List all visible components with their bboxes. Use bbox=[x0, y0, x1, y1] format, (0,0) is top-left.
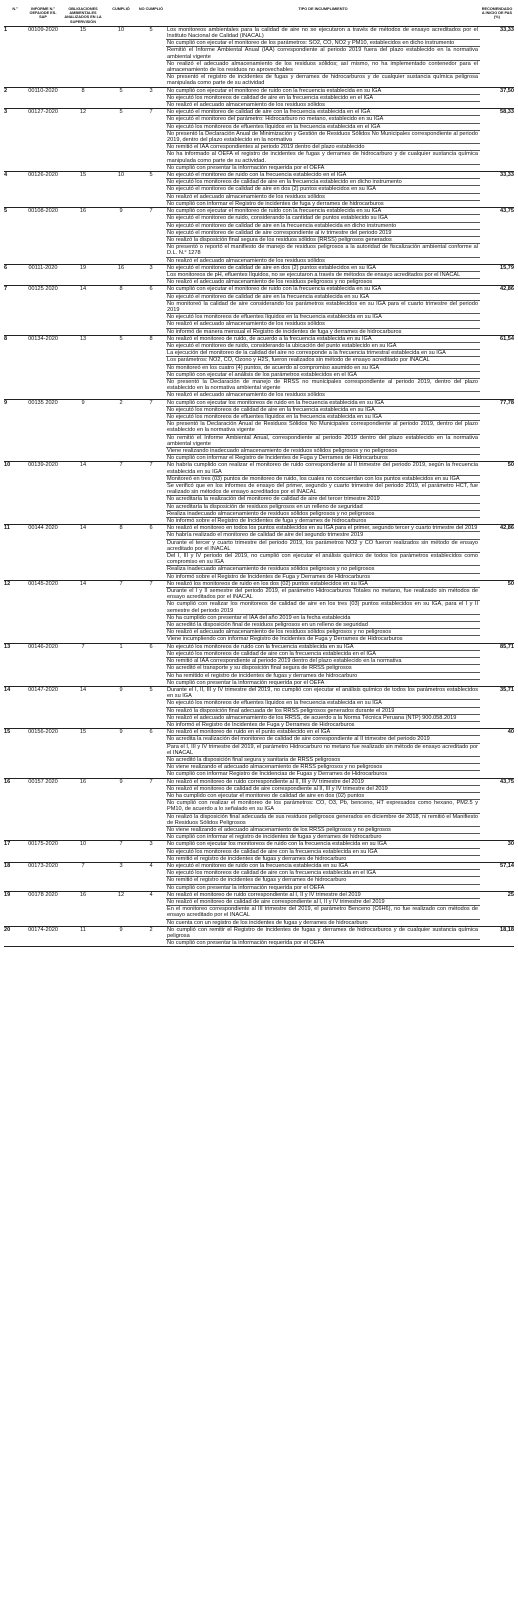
incumplimiento-item: No cumplió con presentar la información requerida por el OEFA bbox=[167, 940, 325, 947]
porcentaje-value: 57,14 bbox=[480, 862, 514, 891]
obligaciones-count: 13 bbox=[60, 335, 106, 399]
no-cumplio-count: 4 bbox=[136, 862, 166, 891]
incumplimiento-item: No acreditaría la realización del monitoreo de calidad de aire del tercer trimestre 2019 bbox=[166, 496, 480, 503]
obligaciones-count: 15 bbox=[60, 729, 106, 778]
no-cumplio-count: 8 bbox=[136, 335, 166, 399]
incumplimiento-item: No realizó el adecuado almacenamiento de los residuos sólidos bbox=[166, 321, 480, 328]
porcentaje-value: 40 bbox=[480, 729, 514, 778]
tipo-incumplimiento-cell bbox=[166, 778, 480, 841]
incumplimiento-item: No cumplió con ejecutar el monitoreo de ruido con la frecuencia establecida en su IGA bbox=[166, 88, 480, 95]
table-row bbox=[4, 778, 514, 841]
incumplimiento-item: No realizó el monitoreo de calidad de aire correspondiente al I, II y IV trimestre del 2019 bbox=[166, 899, 480, 906]
cumplio-count: 2 bbox=[106, 399, 136, 462]
incumplimiento-item: No ha remitido el registro de incidentes de fugas y derrames de hidrocarburo bbox=[166, 673, 480, 680]
incumplimiento-item: Para el I, III y IV trimestre del 2019, el parámetro Hidrocarburo no metano fue realizado sin método de ensayo acreditado por el INACAL bbox=[167, 743, 478, 756]
incumplimiento-item: No ejecutó los monitoreos de efluentes líquidos en la frecuencia establecida en el IGA bbox=[166, 124, 480, 131]
cumplio-count: 16 bbox=[106, 264, 136, 286]
obligaciones-count: 15 bbox=[60, 172, 106, 208]
tipo-incumplimiento-cell bbox=[166, 264, 480, 286]
incumplimiento-item: No ejecutó el monitoreo de ruido, considerando la ubicación del punto establecido en su IGA bbox=[166, 343, 480, 350]
informe-number: 00127-2020 bbox=[26, 109, 60, 172]
cumplio-count: 8 bbox=[106, 525, 136, 581]
obligaciones-count: 14 bbox=[60, 286, 106, 335]
informe-number: 00144 2020 bbox=[26, 525, 60, 581]
incumplimiento-item: No realizó el adecuado almacenamiento de los residuos sólidos bbox=[167, 257, 325, 264]
obligaciones-count: 7 bbox=[60, 862, 106, 891]
tipo-incumplimiento-cell bbox=[166, 172, 480, 208]
header-obligaciones: OBLIGACIONES AMBIENTALES ANALIZADOS EN LA SUPERVISIÓN bbox=[60, 6, 106, 26]
no-cumplio-count: 3 bbox=[136, 87, 166, 109]
incumplimiento-item: No remitió el registro de incidentes de fugas y derrames de hidrocarburo bbox=[167, 855, 347, 862]
table-body bbox=[4, 26, 514, 947]
informe-number: 00126-2020 bbox=[26, 172, 60, 208]
incumplimiento-item: No cumplió con remitir el Registro de incidentes de fugas y derrames de hidrocarburos y de cualquier sustancia química peligrosa bbox=[167, 926, 478, 940]
row-number: 8 bbox=[4, 335, 26, 399]
porcentaje-value: 15,79 bbox=[480, 264, 514, 286]
header-porcentaje: RECOMENDADO A INICIO DE PAS (%) bbox=[480, 6, 514, 26]
incumplimiento-item: Los monitoreos de pH, efluentes líquidos, no se ejecutaron a través de métodos de ensayo acreditados por el INACAL bbox=[166, 272, 480, 279]
incumplimiento-item: Viene incumpliendo con informar Registro de Incidentes de Fuga y Derrames de Hidrocarburos bbox=[167, 636, 403, 643]
row-number: 13 bbox=[4, 643, 26, 686]
incumplimiento-item: No acreditaría la disposición de residuos peligrosos en un relleno de seguridad bbox=[166, 504, 480, 511]
row-number: 15 bbox=[4, 729, 26, 778]
informe-number: 00135 2020 bbox=[26, 399, 60, 462]
incumplimiento-item: La ejecución del monitoreo de la calidad del aire no corresponde a la frecuencia trimestral establecida en su IGA bbox=[166, 350, 480, 357]
no-cumplio-count: 7 bbox=[136, 462, 166, 525]
tipo-incumplimiento-cell bbox=[166, 525, 480, 581]
tipo-incumplimiento-cell bbox=[166, 729, 480, 778]
tipo-incumplimiento-cell bbox=[166, 643, 480, 686]
incumplimiento-item: No remitió el registro de incidentes de fugas y derrames de hidrocarburo bbox=[166, 877, 480, 884]
table-row bbox=[4, 862, 514, 891]
informe-number: 00145-2020 bbox=[26, 580, 60, 643]
no-cumplio-count: 7 bbox=[136, 580, 166, 643]
incumplimiento-item: No realizó el adecuado almacenamiento de los residuos peligrosos y no peligrosos bbox=[167, 279, 373, 286]
cumplio-count: 5 bbox=[106, 335, 136, 399]
incumplimiento-item: No remitió al IAA correspondiente al periodo 2019 dentro del plazo establecido en la normativa bbox=[166, 658, 480, 665]
row-number: 14 bbox=[4, 686, 26, 728]
no-cumplio-count: 6 bbox=[136, 525, 166, 581]
porcentaje-value: 43,75 bbox=[480, 778, 514, 841]
tipo-incumplimiento-cell bbox=[166, 862, 480, 891]
incumplimiento-item: No viene realizando el adecuado almacenamiento de RRSS peligrosos y no peligrosos bbox=[166, 764, 480, 771]
obligaciones-count: 7 bbox=[60, 643, 106, 686]
incumplimiento-item: No cumplió con presentar la información requerida por el OEFA bbox=[167, 884, 325, 891]
incumplimiento-item: No ejecutó el monitoreo de calidad de aire en dos (2) puntos establecidos en su IGA bbox=[166, 186, 480, 193]
incumplimiento-item: No ha cumplido con presentar el IAA del año 2019 en la fecha establecida bbox=[166, 615, 480, 622]
incumplimiento-item: No realizó el monitoreo de ruido en el punto establecido en el IGA bbox=[166, 729, 480, 736]
incumplimiento-item: No ejecutó los monitoreos de calidad de aire con la frecuencia establecida en su IGA bbox=[166, 849, 480, 856]
table-row bbox=[4, 525, 514, 581]
incumplimiento-item: No informó sobre el Registro de Incidentes de Fuga y Derrames de Hidrocarburos bbox=[167, 573, 371, 580]
tipo-incumplimiento-cell bbox=[166, 926, 480, 947]
incumplimiento-item: No cumplió con ejecutar los monitoreos de ruido con la frecuencia establecida en su IGA bbox=[166, 841, 480, 848]
cumplio-count: 10 bbox=[106, 172, 136, 208]
incumplimiento-item: No realizó los monitoreos de ruido en los dos (02) puntos establecidos en su IGA bbox=[166, 581, 480, 588]
incumplimiento-item: No cumplió con ejecutar el monitoreo de ruido con la frecuencia establecida en su IGA bbox=[166, 208, 480, 215]
cumplio-count: 9 bbox=[106, 729, 136, 778]
tipo-incumplimiento-cell bbox=[166, 26, 480, 87]
cumplio-count: 12 bbox=[106, 891, 136, 926]
incumplimiento-item: No ejecutó los monitoreos de efluentes líquidos en la frecuencia establecida en su IGA bbox=[166, 414, 480, 421]
incumplimiento-item: Los monitoreos ambientales para la calidad de aire no se ejecutaron a través de métodos de ensayo acreditados por el Instituto Nacional de Calidad (INACAL) bbox=[167, 26, 478, 40]
table-row bbox=[4, 335, 514, 399]
informe-number: 00134-2020 bbox=[26, 335, 60, 399]
incumplimiento-item: No ejecutó los monitoreos de ruido con la frecuencia establecida en su IGA bbox=[166, 644, 480, 651]
incumplimiento-item: No cuenta con un registro de los incidentes de fugas y derrames de hidrocarburo bbox=[167, 919, 368, 926]
incumplimiento-item: No ejecutó el monitoreo del parámetro: Hidrocarburo no metano, establecido en su IGA bbox=[166, 116, 480, 123]
tipo-incumplimiento-cell bbox=[166, 87, 480, 109]
porcentaje-value: 33,33 bbox=[480, 172, 514, 208]
incumplimiento-item: Durante el I y II semestre del periodo 2019, el parámetro Hidrocarburos Totales no metano, fue realizado sin métodos de ensayo acreditados por el INACAL bbox=[167, 588, 478, 601]
incumplimiento-item: Los parámetros: NO2, CO, Ozono y H2S, fueron realizados sin método de ensayo acreditado por INACAL bbox=[166, 357, 480, 364]
incumplimiento-item: No realizó el monitoreo de ruido correspondiente al II, III y IV trimestre del 2019 bbox=[166, 779, 480, 786]
porcentaje-value: 18,18 bbox=[480, 926, 514, 947]
incumplimiento-item: No realizó el monitoreo de calidad de aire correspondiente al II, III y IV trimestre del 2019 bbox=[166, 786, 480, 793]
porcentaje-value: 30 bbox=[480, 841, 514, 863]
porcentaje-value: 77,78 bbox=[480, 399, 514, 462]
informe-number: 00178 2020 bbox=[26, 891, 60, 926]
incumplimiento-item: No habría cumplido con realizar el monitoreo de ruido correspondiente al II trimestre del periodo 2019, según la frecuencia establecida en su IGA bbox=[167, 462, 478, 475]
tipo-incumplimiento-cell bbox=[166, 286, 480, 335]
obligaciones-count: 14 bbox=[60, 462, 106, 525]
cumplio-count: 1 bbox=[106, 643, 136, 686]
tipo-incumplimiento-cell bbox=[166, 335, 480, 399]
incumplimiento-item: No ejecutó el monitoreo de ruido con la frecuencia establecida en su IGA bbox=[166, 863, 480, 870]
incumplimiento-item: No presentó el registro de incidentes de fugas y derrames de hidrocarburos y de cualquier sustancia química peligrosa manipulada como parte de su actividad bbox=[167, 74, 478, 87]
row-number: 10 bbox=[4, 462, 26, 525]
table-header bbox=[4, 6, 514, 26]
incumplimiento-item: No monitoreó en los cuatro (4) puntos, de acuerdo al compromiso asumido en su IGA bbox=[166, 365, 480, 372]
header-no-cumplio: NO CUMPLIÓ bbox=[136, 6, 166, 26]
table-row bbox=[4, 643, 514, 686]
row-number: 19 bbox=[4, 891, 26, 926]
cumplio-count: 5 bbox=[106, 109, 136, 172]
porcentaje-value: 35,71 bbox=[480, 686, 514, 728]
obligaciones-count: 16 bbox=[60, 891, 106, 926]
incumplimiento-item: No remitió el IAA correspondientes al periodo 2019 dentro del plazo establecido bbox=[166, 144, 480, 151]
incumplimiento-item: No presentó la Declaración de manejo de RRSS no municipales correspondiente al periodo 2019, dentro del plazo establecido en la normativa ambiental vigente bbox=[167, 378, 478, 392]
incumplimiento-item: No presentó la Declaración Anual de Residuos Sólidos No Municipales correspondiente al periodo 2019, dentro del plazo establecido en la normativa vigente bbox=[167, 421, 478, 434]
cumplio-count: 9 bbox=[106, 686, 136, 728]
incumplimiento-item: No cumplió con ejecutar el monitoreo de ruido con la frecuencia establecida en su IGA bbox=[166, 286, 480, 293]
porcentaje-value: 37,50 bbox=[480, 87, 514, 109]
row-number: 6 bbox=[4, 264, 26, 286]
incumplimiento-item: No cumplió con ejecutar el análisis de los parámetros establecidos en el IGA bbox=[166, 372, 480, 379]
incumplimiento-item: No realizó el adecuado almacenamiento de los residuos sólidos peligrosos y no peligrosos bbox=[166, 629, 480, 636]
porcentaje-value: 33,33 bbox=[480, 26, 514, 87]
informe-number: 00147-2020 bbox=[26, 686, 60, 728]
row-number: 17 bbox=[4, 841, 26, 863]
incumplimiento-item: No informó de manera mensual el Registro de incidentes de fuga y derrames de hidrocarburos bbox=[167, 328, 402, 335]
incumplimiento-item: No ejecutó los monitoreos de calidad de aire en la frecuencia establecido en el IGA bbox=[166, 95, 480, 102]
no-cumplio-count: 3 bbox=[136, 841, 166, 863]
no-cumplio-count: 3 bbox=[136, 264, 166, 286]
row-number: 20 bbox=[4, 926, 26, 947]
header-row bbox=[4, 6, 514, 26]
incumplimiento-item: Monitoreó en tres (03) puntos de monitoreo de ruido, los cuales no concuerdan con los puntos establecidos en su IGA bbox=[166, 476, 480, 483]
obligaciones-count: 12 bbox=[60, 109, 106, 172]
porcentaje-value: 42,86 bbox=[480, 286, 514, 335]
cumplio-count: 10 bbox=[106, 26, 136, 87]
obligaciones-count: 11 bbox=[60, 926, 106, 947]
cumplio-count: 9 bbox=[106, 926, 136, 947]
porcentaje-value: 42,86 bbox=[480, 525, 514, 581]
incumplimiento-item: No acredita la realización del monitoreo de calidad de aire correspondiente al II trimestre del periodo 2019 bbox=[166, 736, 480, 743]
incumplimiento-item: Del I, III y IV periodo del 2019, no cumplió con ejecutar el análisis químico de todos los parámetros establecidos como compromiso en su IGA bbox=[167, 553, 478, 566]
incumplimiento-item: No ejecutó el monitoreo de ruido, considerando la cantidad de puntos establecido su IGA bbox=[166, 215, 480, 222]
incumplimiento-item: En el monitoreo correspondiente al III trimestre del 2019, el parámetro Benceno (C6H6), no fue realizado con métodos de ensayo acreditado por el INACAL bbox=[167, 906, 478, 919]
row-number: 1 bbox=[4, 26, 26, 87]
informe-number: 00174-2020 bbox=[26, 926, 60, 947]
obligaciones-count: 8 bbox=[60, 87, 106, 109]
incumplimiento-item: No ejecutó los monitoreos de calidad de aire con la frecuencia establecida en el IGA bbox=[166, 870, 480, 877]
row-number: 2 bbox=[4, 87, 26, 109]
informe-number: 00175-2020 bbox=[26, 841, 60, 863]
cumplio-count: 3 bbox=[106, 862, 136, 891]
incumplimiento-item: No realizó el adecuado almacenamiento de los residuos sólidos; así mismo, no ha implementado contenedor para el almacenamiento de los residuos no aprovechables bbox=[167, 60, 478, 74]
informe-number: 00156-2020 bbox=[26, 729, 60, 778]
porcentaje-value: 58,33 bbox=[480, 109, 514, 172]
no-cumplio-count: 7 bbox=[136, 208, 166, 265]
table-row bbox=[4, 109, 514, 172]
obligaciones-count: 15 bbox=[60, 26, 106, 87]
incumplimiento-item: No cumplió con informar el Registro de Incidentes de Fuga y Derrames de Hidrocarburos bbox=[167, 455, 388, 462]
porcentaje-value: 85,71 bbox=[480, 643, 514, 686]
incumplimiento-item: No ejecutó el monitoreo de calidad de aire en dos (2) puntos establecidos en su IGA bbox=[166, 265, 480, 272]
no-cumplio-count: 5 bbox=[136, 172, 166, 208]
header-tipo-incumplimiento: TIPO DE INCUMPLIMIENTO bbox=[166, 6, 480, 26]
incumplimiento-item: No cumplió con ejecutar los monitoreos de ruido en la frecuencia establecida en su IGA bbox=[166, 400, 480, 407]
incumplimiento-item: No ejecutó los monitoreos de calidad de aire en la frecuencia establecido en dicho instrumento bbox=[166, 179, 480, 186]
table-row bbox=[4, 891, 514, 926]
obligaciones-count: 14 bbox=[60, 686, 106, 728]
incumplimiento-item: No cumplió con informar el Registro de incidentes de fuga y derrames de hidrocarburos bbox=[167, 200, 384, 207]
table-row bbox=[4, 580, 514, 643]
incumplimiento-item: No realizó la disposición final adecuada de los RRSS peligrosos generados durante el 2019 bbox=[166, 708, 480, 715]
obligaciones-count: 9 bbox=[60, 399, 106, 462]
porcentaje-value: 43,75 bbox=[480, 208, 514, 265]
porcentaje-value: 50 bbox=[480, 462, 514, 525]
cumplio-count: 7 bbox=[106, 462, 136, 525]
incumplimiento-item: Remitió el Informe Ambiental Anual (IAA) correspondiente al periodo 2019 fuera del plazo establecido en la normativa ambiental vigente bbox=[167, 47, 478, 60]
no-cumplio-count: 6 bbox=[136, 729, 166, 778]
incumplimiento-item: No realizó el adecuado almacenamiento de los RRSS, de acuerdo a la Norma Técnica Peruana (NTP) 900.058.2019 bbox=[166, 715, 480, 722]
incumplimiento-item: No habría realizado el monitoreo de calidad de aire del segundo trimestre 2019 bbox=[166, 532, 480, 539]
tipo-incumplimiento-cell bbox=[166, 208, 480, 265]
no-cumplio-count: 4 bbox=[136, 891, 166, 926]
row-number: 9 bbox=[4, 399, 26, 462]
incumplimiento-item: No realizó el adecuado almacenamiento de los residuos sólidos bbox=[167, 392, 325, 399]
incumplimiento-item: No realizó la disposición final segura de los residuos sólidos (RRSS) peligrosos generados bbox=[166, 237, 480, 244]
incumplimiento-item: No ejecutó el monitoreo de calidad de aire en la frecuencia establecida en dicho instrumento bbox=[166, 223, 480, 230]
table-row bbox=[4, 686, 514, 728]
incumplimiento-item: No cumplió con ejecutar el monitoreo de los parámetros: SO2, CO, NO2 y PM10, establecidos en dicho instrumento bbox=[166, 40, 480, 47]
incumplimiento-item: No cumplió con informar Registro de Incidencias de Fugas y Derrames de Hidrocarburos bbox=[167, 771, 388, 778]
header-cumplio: CUMPLIÓ bbox=[106, 6, 136, 26]
tipo-incumplimiento-cell bbox=[166, 580, 480, 643]
table-row bbox=[4, 399, 514, 462]
obligaciones-count: 16 bbox=[60, 208, 106, 265]
incumplimiento-item: No ejecutó los monitoreos de efluentes líquidos en la frecuencia establecida en su IGA bbox=[166, 314, 480, 321]
row-number: 7 bbox=[4, 286, 26, 335]
table-row bbox=[4, 26, 514, 87]
incumplimiento-item: No ha cumplido con ejecutar el monitoreo de calidad de aire en dos (02) puntos bbox=[166, 793, 480, 800]
cumplio-count: 5 bbox=[106, 87, 136, 109]
table-row bbox=[4, 172, 514, 208]
incumplimiento-item: No cumplió con presentar la información requerida por el OEFA bbox=[167, 679, 325, 686]
informe-number: 00110-2020 bbox=[26, 87, 60, 109]
incumplimiento-item: No ejecutó los monitoreos de calidad de aire con la frecuencia establecida en el IGA bbox=[166, 651, 480, 658]
table-row bbox=[4, 462, 514, 525]
tipo-incumplimiento-cell bbox=[166, 399, 480, 462]
row-number: 5 bbox=[4, 208, 26, 265]
no-cumplio-count: 5 bbox=[136, 26, 166, 87]
no-cumplio-count: 7 bbox=[136, 399, 166, 462]
informe-number: 00109-2020 bbox=[26, 26, 60, 87]
table-caption bbox=[6, 0, 512, 5]
incumplimiento-item: No ejecutó los monitoreos de efluentes líquidos en la frecuencia establecida en su IGA bbox=[166, 700, 480, 707]
no-cumplio-count: 5 bbox=[136, 686, 166, 728]
row-number: 16 bbox=[4, 778, 26, 841]
table-row bbox=[4, 926, 514, 947]
incumplimiento-item: No realizó el adecuado almacenamiento de los residuos sólidos bbox=[166, 194, 480, 201]
incumplimiento-item: No cumplió con presentar la información requerida por el OEFA bbox=[167, 164, 325, 171]
porcentaje-value: 61,54 bbox=[480, 335, 514, 399]
incumplimiento-item: No presentó o reportó el manifiesto de manejo de residuos peligrosos a la autoridad de fiscalización ambiental conforme al D.L. N.° 1278 bbox=[167, 244, 478, 257]
cumplio-count: 7 bbox=[106, 580, 136, 643]
incumplimiento-item: Durante el tercer y cuarto trimestre del periodo 2019, los parámetros NO2 y CO fueron realizados sin método de ensayo acreditado por el INACAL bbox=[167, 539, 478, 552]
row-number: 4 bbox=[4, 172, 26, 208]
tipo-incumplimiento-cell bbox=[166, 891, 480, 926]
row-number: 12 bbox=[4, 580, 26, 643]
incumplimiento-item: Se verificó que en los informes de ensayo del primer, segundo y cuarto trimestre del periodo 2019, el parámetro HCT, fue realizado sin métodos de ensayo acreditados por el INACAL bbox=[167, 483, 478, 496]
table-row bbox=[4, 841, 514, 863]
obligaciones-count: 16 bbox=[60, 778, 106, 841]
incumplimiento-item: No acreditó la disposición final segura y sanitaria de RRSS peligrosos bbox=[166, 757, 480, 764]
table-row bbox=[4, 87, 514, 109]
incumplimiento-item: No monitoreó la calidad de aire considerando los parámetros establecidos en su IGA para el cuarto trimestre del periodo 2019 bbox=[167, 300, 478, 313]
incumplimiento-item: No acreditó la disposición final de residuos peligrosos en un relleno de seguridad bbox=[166, 622, 480, 629]
table-row bbox=[4, 286, 514, 335]
informe-number: 00157 2020 bbox=[26, 778, 60, 841]
cumplio-count: 9 bbox=[106, 778, 136, 841]
incumplimiento-item: No ejecutó el monitoreo de calidad de aire correspondiente al iv trimestre del periodo 2019 bbox=[166, 230, 480, 237]
incumplimiento-item: No ejecutó el monitoreo de ruido con la frecuencia establecido en el IGA bbox=[166, 172, 480, 179]
tipo-incumplimiento-cell bbox=[166, 686, 480, 728]
incumplimiento-item: No informó sobre el Registro de Incidentes de fuga y derrames de hidrocarburos bbox=[167, 518, 367, 525]
incumplimiento-item: No cumplió con informar el registro de incidentes de fugas y derrames de hidrocarburo bbox=[167, 834, 382, 841]
row-number: 3 bbox=[4, 109, 26, 172]
no-cumplio-count: 7 bbox=[136, 778, 166, 841]
no-cumplio-count: 2 bbox=[136, 926, 166, 947]
incumplimiento-item: No ejecutó el monitoreo de calidad de aire en la frecuencia establecida en su IGA bbox=[166, 294, 480, 301]
tipo-incumplimiento-cell bbox=[166, 462, 480, 525]
obligaciones-count: 14 bbox=[60, 580, 106, 643]
informe-number: 00173-2020 bbox=[26, 862, 60, 891]
incumplimiento-item: No cumplió con realizar los monitoreos de calidad de aire en los tres (03) puntos establecidos en su IGA, para el I y II semestre del periodo 2019 bbox=[167, 601, 478, 614]
incumplimiento-item: Viene realizando inadecuado almacenamiento de residuos sólidos peligrosos y no peligrosos bbox=[166, 448, 480, 455]
cumplio-count: 8 bbox=[106, 286, 136, 335]
row-number: 18 bbox=[4, 862, 26, 891]
incumplimiento-item: Realiza inadecuado almacenamiento de residuos sólidos peligrosos y no peligrosos bbox=[166, 566, 480, 573]
obligaciones-count: 19 bbox=[60, 264, 106, 286]
informe-number: 00139-2020 bbox=[26, 462, 60, 525]
informe-number: 00111-2020 bbox=[26, 264, 60, 286]
informe-number: 00146-2020 bbox=[26, 643, 60, 686]
incumplimiento-item: No realizó el adecuado almacenamiento de los residuos sólidos bbox=[167, 102, 325, 109]
incumplimiento-item: No realizó la disposición final adecuada de sus residuos peligrosos generados en diciembre de 2018, ni remitió el Manifiesto de Residuos Sólidos Peligrosos bbox=[167, 813, 478, 826]
tipo-incumplimiento-cell bbox=[166, 841, 480, 863]
incumplimiento-item: No remitió el Informe Ambiental Anual, correspondiente al periodo 2019 dentro del plazo establecido en la normativa ambiental vigente bbox=[167, 434, 478, 447]
incumplimiento-item: No cumplió con realizar el monitoreo de los parámetros: CO, O3, Pb, benceno, HT expresados como hexano, PM2.5 y PM10, de acuerdo a lo señalado en su IGA bbox=[167, 800, 478, 813]
cumplio-count: 7 bbox=[106, 841, 136, 863]
table-row bbox=[4, 264, 514, 286]
obligaciones-count: 10 bbox=[60, 841, 106, 863]
header-informe: INFORME N.° OEFA/ODE ES-SAP bbox=[26, 6, 60, 26]
incumplimiento-item: No viene realizando el adecuado almacenamiento de los RRSS peligrosos y no peligrosos bbox=[166, 827, 480, 834]
no-cumplio-count: 6 bbox=[136, 643, 166, 686]
incumplimiento-item: No realizó el monitoreo de ruido correspondiente al I, II y IV trimestre del 2019 bbox=[166, 892, 480, 899]
porcentaje-value: 50 bbox=[480, 580, 514, 643]
incumplimiento-item: No realizó el monitoreo de ruido, de acuerdo a la frecuencia establecida en su IGA bbox=[166, 336, 480, 343]
incumplimiento-item: No ejecutó los monitoreos de calidad de aire en la frecuencia establecida en su IGA bbox=[166, 407, 480, 414]
tipo-incumplimiento-cell bbox=[166, 109, 480, 172]
incumplimiento-item: Realiza inadecuado almacenamiento de residuos sólidos peligrosos y no peligrosos bbox=[166, 511, 480, 518]
incumplimiento-item: Durante el I, II, III y IV trimestre del 2019, no cumplió con ejecutar el análisis químico de todos los parámetros establecidos en su IGA bbox=[167, 686, 478, 700]
informe-number: 00108-2020 bbox=[26, 208, 60, 265]
no-cumplio-count: 7 bbox=[136, 109, 166, 172]
compliance-table bbox=[4, 6, 514, 947]
informe-number: 00125 2020 bbox=[26, 286, 60, 335]
table-row bbox=[4, 208, 514, 265]
incumplimiento-item: No acreditó el transporte y su disposición final segura de RRSS peligrosos bbox=[166, 665, 480, 672]
incumplimiento-item: No realizó el monitoreo en todos los puntos establecidos en su IGA para el primer, segundo tercer y cuarto trimestre del 2019 bbox=[166, 525, 480, 532]
obligaciones-count: 14 bbox=[60, 525, 106, 581]
incumplimiento-item: No ha informado al OEFA el registro de incidentes de fugas y derrames de hidrocarburo y de cualquier sustancia química manipulada como parte de su actividad. bbox=[167, 151, 478, 164]
table-row bbox=[4, 729, 514, 778]
header-n: N.° bbox=[4, 6, 26, 26]
cumplio-count: 9 bbox=[106, 208, 136, 265]
incumplimiento-item: No ejecutó el monitoreo de calidad de aire con la frecuencia establecida en el IGA bbox=[166, 109, 480, 116]
row-number: 11 bbox=[4, 525, 26, 581]
incumplimiento-item: No informó el Registro de Incidentes de Fuga y Derrames de Hidrocarburos bbox=[167, 721, 355, 728]
no-cumplio-count: 6 bbox=[136, 286, 166, 335]
porcentaje-value: 25 bbox=[480, 891, 514, 926]
incumplimiento-item: No presentó la Declaración Anual de Minimización y Gestión de Residuos Sólidos No Municipales correspondiente al periodo 2019, dentro del plazo establecido en la normativa bbox=[167, 130, 478, 144]
